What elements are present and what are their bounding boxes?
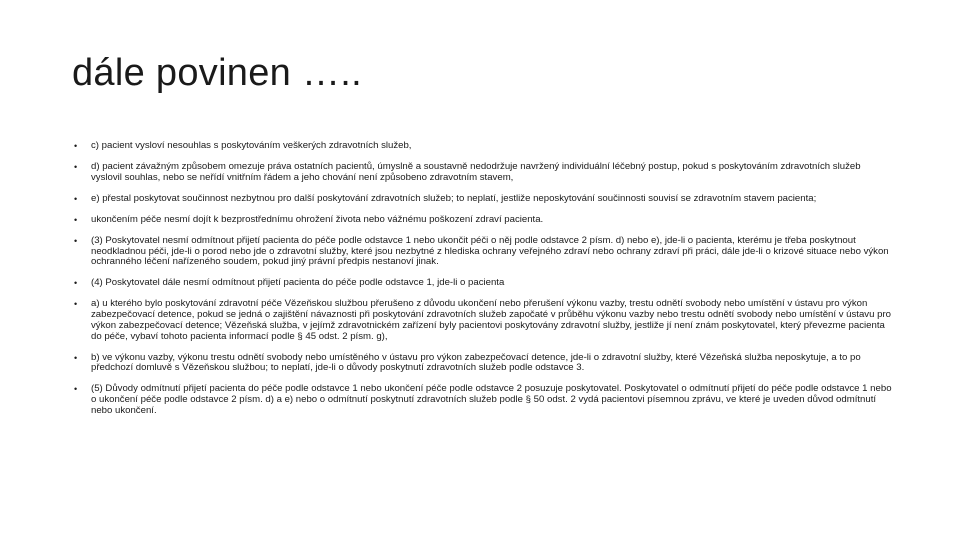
bullet-icon: • [74, 235, 78, 246]
bullet-item [74, 236, 894, 268]
bullet-icon: • [74, 352, 78, 363]
bullet-text: c) pacient vysloví nesouhlas s poskytováním veškerých zdravotních služeb, [91, 140, 412, 151]
bullet-text: a) u kterého bylo poskytování zdravotní péče Vězeňskou službou přerušeno z důvodu ukončení nebo přerušení výkonu vazby, trestu odnětí svobody nebo umístění v ústavu pro výkon zabezpečovací detence, pokud se jedná o zajištění návaznosti při poskytování zdravotních služeb započaté v průběhu výkonu vazby nebo trestu odnětí svobody nebo umístění v ústavu pro výkon zabezpečovací detence; Vězeňská služba, v jejímž zdravotnickém zařízení byly pacientovi poskytovány zdravotní služby, jestliže jí není znám poskytovatel, který převezme pacienta do péče, vybaví tohoto pacienta informací podle § 45 odst. 2 písm. g), [91, 298, 891, 342]
bullet-text: e) přestal poskytovat součinnost nezbytnou pro další poskytování zdravotních služeb; to neplatí, jestliže neposkytování součinnosti souvisí se zdravotním stavem pacienta; [91, 192, 817, 204]
bullet-text: ukončením péče nesmí dojít k bezprostřednímu ohrožení života nebo vážnému poškození zdraví pacienta. [91, 213, 544, 225]
bullet-item [74, 299, 894, 342]
bullet-text: d) pacient závažným způsobem omezuje práva ostatních pacientů, úmyslně a soustavně nedodržuje navržený individuální léčebný postup, pokud s poskytováním zdravotních služeb vyslovil souhlas, nebo se neřídí vnitřním řádem a jeho chování není způsobeno zdravotním stavem, [91, 160, 861, 183]
slide-title: dále povinen ….. [72, 52, 362, 94]
bullet-item [74, 194, 894, 205]
bullet-icon: • [74, 384, 78, 395]
bullet-text: b) ve výkonu vazby, výkonu trestu odnětí svobody nebo umístěného v ústavu pro výkon zabezpečovací detence, jde-li o zdravotní služby, které Vězeňská služba neposkytuje, a to po předchozí domluvě s Vězeňskou službou; to neplatí, jde-li o důvody poskytnutí zdravotních služeb podle odstavce 3. [91, 351, 861, 374]
bullet-list [74, 141, 894, 427]
bullet-icon: • [74, 214, 78, 225]
bullet-text: (4) Poskytovatel dále nesmí odmítnout přijetí pacienta do péče podle odstavce 1, jde-li o pacienta [91, 277, 505, 289]
bullet-icon: • [74, 299, 78, 310]
bullet-item [74, 215, 894, 226]
bullet-item [74, 141, 894, 152]
bullet-icon: • [74, 161, 78, 172]
bullet-item [74, 384, 894, 416]
bullet-text: (5) Důvody odmítnutí přijetí pacienta do péče podle odstavce 1 nebo ukončení péče podle odstavce 2 posuzuje poskytovatel. Poskytovatel o odmítnutí přijetí do péče podle odstavce 1 nebo o ukončení péče podle odstavce 2 písm. d) a e) nebo o odmítnutí poskytnutí zdravotních služeb podle § 50 odst. 2 vydá pacientovi písemnou zprávu, ve které je uveden důvod odmítnutí nebo ukončení. [91, 383, 892, 417]
bullet-item [74, 162, 894, 184]
bullet-item [74, 278, 894, 289]
bullet-icon: • [74, 193, 78, 204]
bullet-text: (3) Poskytovatel nesmí odmítnout přijetí pacienta do péče podle odstavce 1 nebo ukončit péči o něj podle odstavce 2 písm. d) nebo e), jde-li o pacienta, kterému je třeba poskytnout neodkladnou péči, jde-li o porod nebo jde o zdravotní služby, které jsou nezbytné z hlediska ochrany veřejného zdraví nebo ochrany zdraví při práci, dále jde-li o krizové situace nebo výkon ochranného léčení nařízeného soudem, pokud jiný právní předpis nestanoví jinak. [91, 234, 889, 268]
bullet-icon: • [74, 278, 78, 289]
bullet-item [74, 353, 894, 375]
bullet-icon: • [74, 141, 78, 151]
